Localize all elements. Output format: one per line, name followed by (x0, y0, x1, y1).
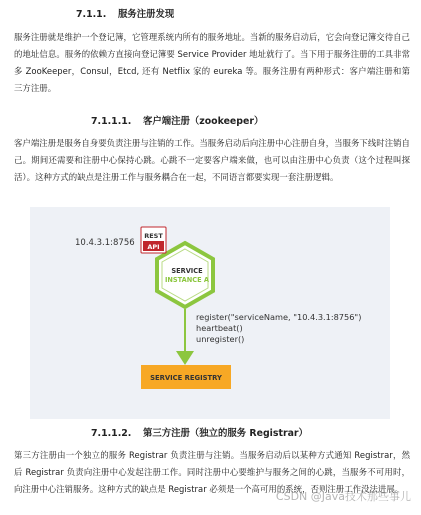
service-instance-label-line1: SERVICE (171, 267, 203, 275)
unregister-call: unregister() (196, 334, 245, 344)
section-heading-7-1-1 (76, 9, 174, 21)
section-title: 客户端注册（zookeeper） (143, 116, 264, 127)
paragraph-third-party-registration: 第三方注册由一个独立的服务 Registrar 负责注册与注销。当服务启动后以某种方式通知 Registrar，然后 Registrar 负责向注册中心发起注册工作。同时注册中心要维护与服务之间的心跳，当服务不可用时，向注册中心注销服务。这种方式的缺点是 Registrar 必须是一个高可用的系统，否则注册工作没法进展。 (14, 450, 410, 494)
section-heading-7-1-1-1 (91, 116, 263, 128)
section-title: 第三方注册（独立的服务 Registrar） (143, 428, 308, 439)
rest-api-badge-line1: REST (144, 232, 163, 240)
paragraph-client-registration: 客户端注册是服务自身要负责注册与注销的工作。当服务启动后向注册中心注册自身，当服务下线时注销自己。期间还需要和注册中心保持心跳。心跳不一定要客户端来做，也可以由注册中心负责（这个过程叫探活）。这种方式的缺点是注册工作与服务耦合在一起，不同语言都要实现一套注册逻辑。 (14, 138, 410, 182)
service-instance-label-line2: INSTANCE A (164, 276, 210, 284)
heartbeat-call: heartbeat() (196, 323, 243, 333)
section-title: 服务注册发现 (118, 9, 175, 20)
csdn-watermark: CSDN @Java技术那些事儿 (275, 490, 411, 503)
section-heading-7-1-1-2 (91, 428, 308, 440)
registration-arrow-head (176, 351, 194, 365)
diagram-canvas (30, 207, 390, 419)
register-call: register("serviceName, "10.4.3.1:8756") (196, 312, 362, 322)
diagram-address-label: 10.4.3.1:8756 (75, 238, 135, 248)
section-number: 7.1.1. (76, 9, 107, 20)
service-registry-label: SERVICE REGISTRY (150, 374, 222, 382)
section-number: 7.1.1.1. (91, 116, 132, 127)
paragraph-service-registry-intro: 服务注册就是维护一个登记簿，它管理系统内所有的服务地址。当新的服务启动后，它会向登记簿交待自己的地址信息。服务的依赖方直接向登记簿要 Service Provider 地址就行了。当下用于服务注册的工具非常多 ZooKeeper，Consul，Etcd, 还有 Netflix 家的 eureka 等。服务注册有两种形式：客户端注册和第三方注册。 (14, 32, 410, 93)
section-number: 7.1.1.2. (91, 428, 132, 439)
rest-api-badge-line2: API (147, 243, 160, 251)
client-registration-diagram (30, 207, 390, 419)
